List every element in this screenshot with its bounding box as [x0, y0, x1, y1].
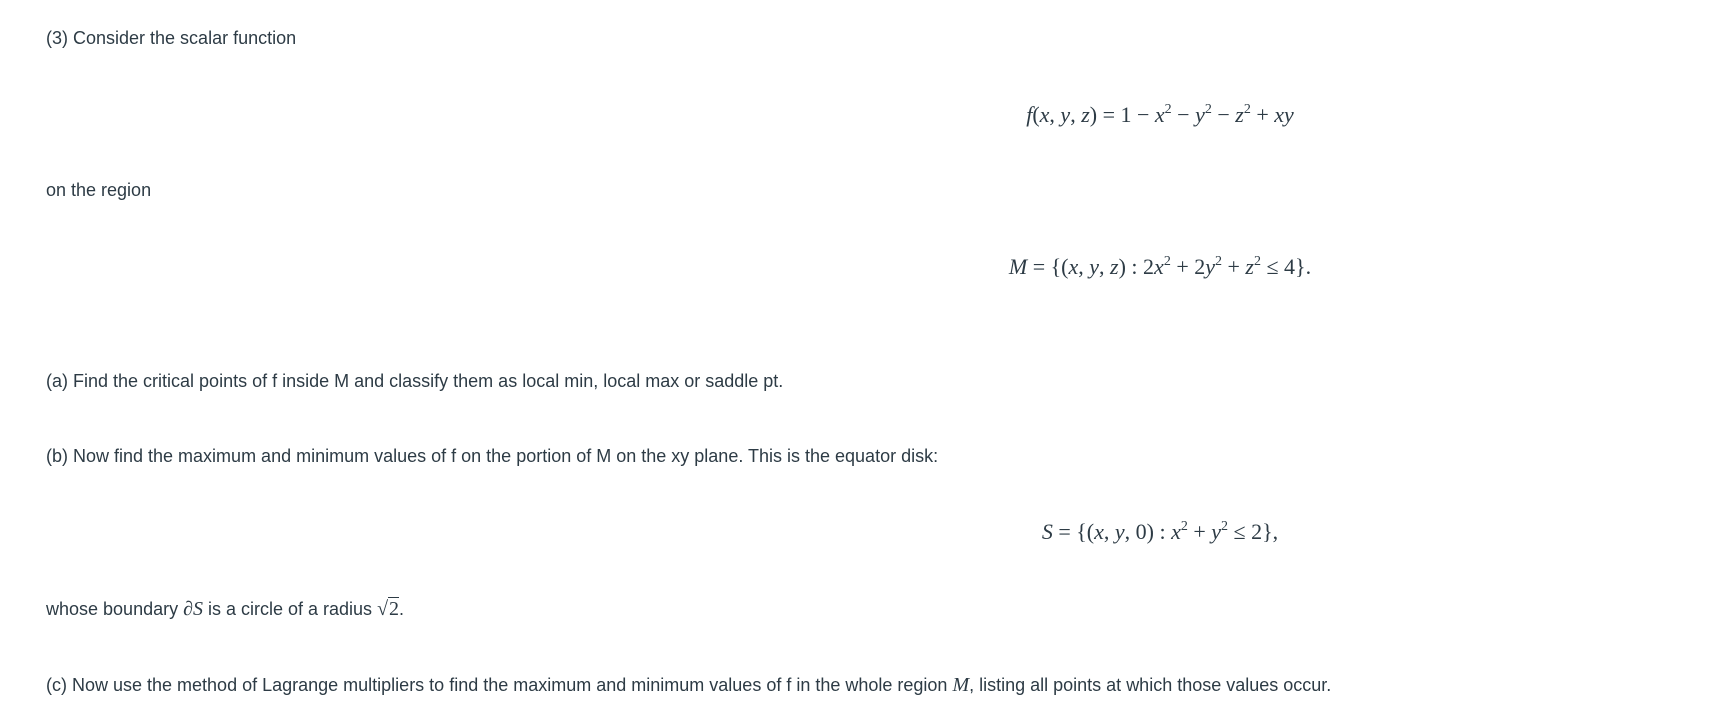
part-c-prefix: (c) Now use the method of Lagrange multipliers to find the maximum and minimum values of f in the whole region — [46, 675, 953, 695]
equation-M: M = {(x, y, z) : $2x^2 + 2y^2 + z^2 \le 4$}. — [1008, 254, 1312, 279]
part-c-symbol: M — [952, 674, 970, 696]
boundary-text — [46, 597, 404, 621]
equation-S: S = {(x, y, 0) : $x^2 + y^2 \le 2$}, — [1041, 519, 1279, 544]
part-b: (b) Now find the maximum and minimum values of f on the portion of M on the xy plane. This is the equator disk: — [46, 446, 939, 466]
part-a: (a) Find the critical points of f inside M and classify them as local min, local max or saddle pt. — [46, 371, 784, 391]
equation-f: f(x, y, $z) = 1 - x^2 - y^2 - z^2$ + xy — [1026, 102, 1294, 127]
boundary-middle: is a circle of a radius — [202, 599, 378, 619]
problem-intro: (3) Consider the scalar function — [46, 28, 297, 48]
boundary-prefix: whose boundary — [46, 599, 184, 619]
part-c-suffix: , listing all points at which those values occur. — [969, 675, 1332, 695]
boundary-suffix: . — [399, 599, 405, 619]
boundary-symbol: ∂S — [183, 598, 203, 620]
region-text: on the region — [46, 180, 152, 200]
part-c — [46, 673, 1331, 697]
sqrt-two: √2 — [377, 598, 400, 620]
